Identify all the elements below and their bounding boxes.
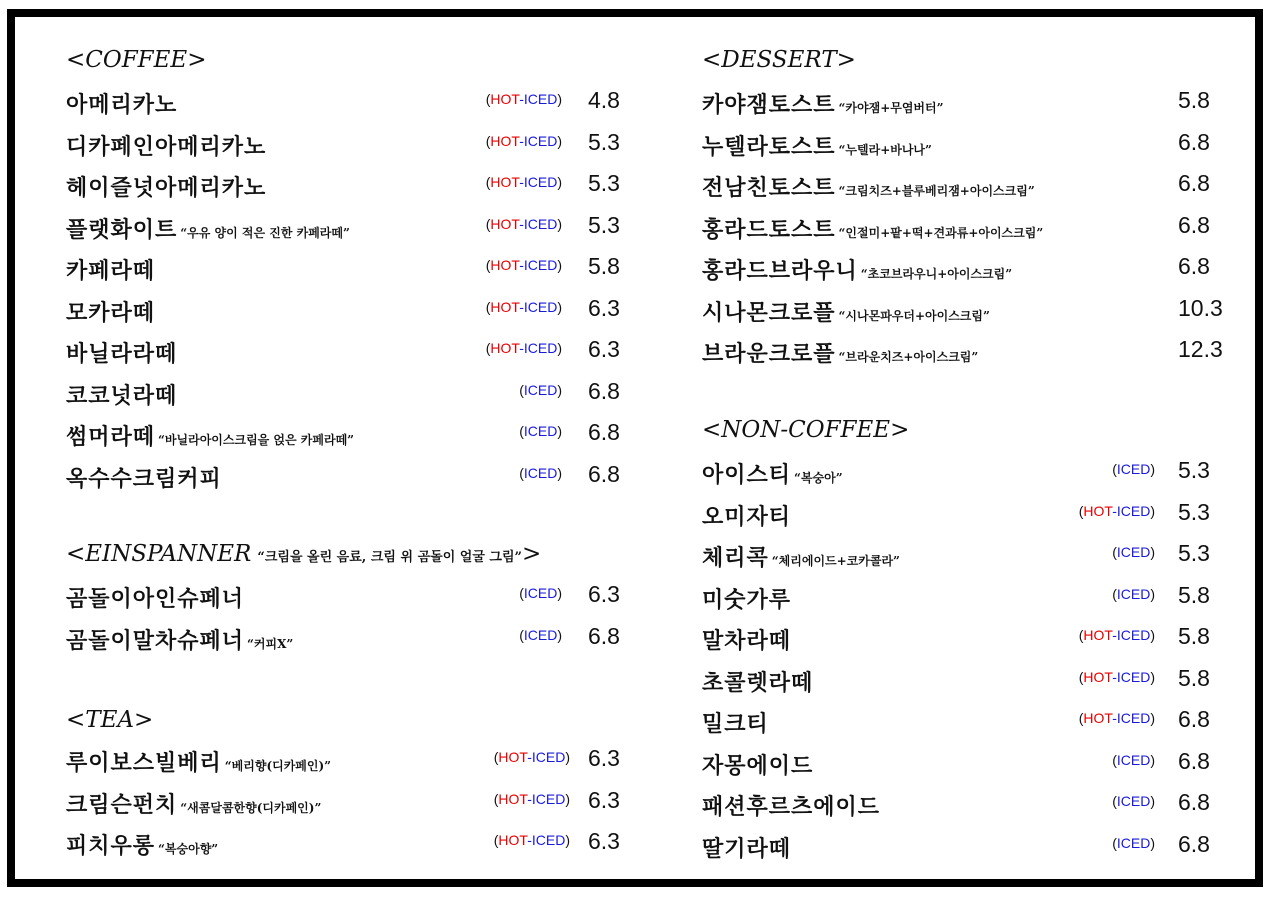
temp-paren-close: ) [557,215,562,232]
item-name: 초콜렛라떼 [702,669,814,696]
item-name: 시나몬크로플 [702,299,836,326]
menu-item [66,829,218,860]
temp-iced: ICED [523,91,558,107]
temp-iced: ICED [531,832,566,848]
item-name: 루이보스빌베리 [66,750,222,776]
temp-iced: ICED [531,749,566,765]
item-price: 6.8 [1178,128,1210,155]
item-price: 6.8 [588,377,620,404]
menu-item [66,171,266,202]
temp-iced: ICED [1116,461,1151,477]
item-name: 코코넛라떼 [66,382,178,409]
temperature-option [519,465,562,483]
temp-paren-close: ) [565,832,570,848]
temp-paren-close: ) [557,257,562,273]
temperature-label [494,791,570,807]
temp-paren-close: ) [1150,710,1155,726]
temperature-label [519,585,562,601]
temp-dash: - [527,832,532,848]
temperature-option [1079,710,1155,728]
item-note: “바닐라아이스크림을 얹은 카페라떼” [158,433,355,447]
temp-iced: ICED [523,215,558,232]
menu-item [66,296,155,327]
item-price: 6.8 [1178,253,1210,279]
temperature-option [494,749,570,767]
item-name: 말차라떼 [702,628,792,654]
temp-dash: - [527,749,532,765]
temp-paren-open: ( [1078,627,1084,643]
temp-paren-close: ) [557,464,562,481]
menu-item [66,130,266,161]
item-note: “카야잼+무염버터” [838,101,944,115]
temp-iced: ICED [523,464,558,481]
temp-paren-open: ( [1078,710,1084,726]
item-price: 6.8 [1178,747,1210,774]
temp-paren-close: ) [1150,793,1155,809]
item-name: 썸머라떼 [66,424,156,450]
item-price: 10.3 [1178,294,1223,321]
item-price: 5.8 [1178,664,1210,691]
temp-dash: - [527,790,532,807]
temperature-label [1112,586,1155,602]
item-name: 모카라떼 [66,299,156,326]
menu-item [702,583,791,614]
item-note: “새콤달콤한향(디카페인)” [180,800,322,815]
temperature-option [1112,586,1155,604]
item-note: “시나몬파우더+아이스크림” [838,308,990,323]
temp-hot: HOT [490,132,520,149]
item-price: 5.3 [588,211,620,238]
temp-hot: HOT [498,790,528,807]
menu-item [66,746,331,777]
menu-item [702,790,880,821]
temp-paren-open: ( [485,132,491,149]
menu-item [702,666,813,697]
temp-hot: HOT [498,749,528,765]
temp-paren-close: ) [557,626,562,643]
temp-dash: - [519,298,524,315]
item-price: 5.8 [588,253,620,279]
temp-paren-close: ) [1150,627,1155,643]
temp-paren-close: ) [557,585,562,601]
temp-dash: - [1112,668,1117,685]
temp-hot: HOT [490,257,520,273]
item-name: 오미자티 [702,503,792,530]
temp-iced: ICED [523,585,558,601]
temperature-option [494,832,570,850]
temp-hot: HOT [490,215,520,232]
item-name: 체리콕 [702,545,769,571]
temp-hot: HOT [498,832,528,848]
item-name: 플랫화이트 [66,216,178,243]
temp-iced: ICED [523,340,558,356]
item-note: “베리향(디카페인)” [224,759,332,773]
menu-item [702,749,813,780]
item-note: “크림치즈+블루베리잼+아이스크림” [838,184,1035,198]
item-name: 아메리카노 [66,92,178,118]
temp-paren-open: ( [485,340,491,356]
temp-iced: ICED [523,381,558,398]
temp-paren-close: ) [1150,668,1155,685]
item-name: 홍라드토스트 [702,216,836,243]
item-price: 6.8 [588,622,620,649]
temperature-option [519,382,562,400]
item-note: “초코브라우니+아이스크림” [860,267,1013,281]
temp-paren-open: ( [1112,544,1117,560]
item-price: 6.8 [588,419,620,445]
temperature-option [1112,544,1155,562]
einspanner-heading-close: > [522,541,542,567]
temperature-label [1112,752,1155,768]
temp-iced: ICED [523,626,558,643]
temp-iced: ICED [523,298,558,315]
temp-dash: - [1112,502,1117,519]
temp-paren-close: ) [557,132,562,149]
item-name: 옥수수크림커피 [66,465,222,492]
temp-paren-open: ( [519,464,524,481]
item-price: 12.3 [1178,336,1223,362]
temperature-label [494,832,570,848]
temperature-label [486,133,562,149]
einspanner-heading [66,541,541,567]
item-price: 6.3 [588,786,620,813]
item-price: 4.8 [588,87,620,113]
temperature-label [1112,544,1155,560]
temp-paren-close: ) [557,340,562,356]
temperature-label [519,423,562,439]
menu-item [702,337,978,368]
item-note: “브라운치즈+아이스크림” [838,350,979,364]
menu-item [702,707,769,738]
item-name: 딸기라떼 [702,835,792,862]
temp-iced: ICED [1116,585,1151,602]
temp-iced: ICED [1116,751,1151,768]
item-price: 6.8 [1178,789,1210,815]
temp-iced: ICED [523,132,558,149]
temperature-option [486,299,562,317]
menu-item [702,458,843,489]
temperature-option [486,216,562,234]
menu-item [702,832,791,863]
temp-paren-open: ( [493,749,499,765]
menu-item [702,500,791,531]
temperature-option [486,174,562,192]
temp-dash: - [519,132,524,149]
temp-paren-open: ( [1112,834,1117,851]
item-note: “우유 양이 적은 진한 카페라떼” [180,225,350,240]
temp-hot: HOT [1083,502,1113,519]
temperature-option [486,257,562,275]
temperature-option [1112,461,1155,479]
temp-iced: ICED [1116,668,1151,685]
menu-item [66,254,155,285]
item-name: 패션후르츠에이드 [702,794,881,820]
temp-iced: ICED [1116,710,1151,726]
item-price: 5.3 [1178,540,1210,566]
item-price: 5.3 [588,170,620,196]
temp-paren-close: ) [1150,502,1155,519]
menu-item [66,582,244,613]
item-name: 카페라떼 [66,258,156,284]
temp-hot: HOT [490,298,520,315]
menu-item [702,130,932,161]
temp-iced: ICED [531,790,566,807]
temperature-label [1079,710,1155,726]
item-price: 5.8 [1178,623,1210,649]
temperature-option [486,91,562,109]
menu-item [66,624,293,655]
temp-paren-close: ) [557,423,562,439]
menu-item [702,624,791,655]
coffee-heading: <COFFEE> [66,47,207,73]
temp-paren-open: ( [485,298,491,315]
temperature-label [486,216,562,232]
temperature-label [1112,835,1155,851]
menu-item [66,379,177,410]
tea-heading: <TEA> [66,707,154,733]
menu-item [702,296,990,327]
temp-hot: HOT [1083,710,1113,726]
item-price: 6.3 [588,336,620,362]
temp-hot: HOT [490,340,520,356]
item-price: 5.3 [1178,498,1210,525]
temp-paren-open: ( [519,626,524,643]
temperature-option [494,791,570,809]
temp-paren-close: ) [1150,585,1155,602]
temp-dash: - [519,174,524,190]
einspanner-heading-title: <EINSPANNER [66,541,252,567]
temperature-option [486,133,562,151]
temperature-label [519,627,562,643]
item-price: 5.3 [588,128,620,155]
item-name: 헤이즐넛아메리카노 [66,175,267,201]
menu-item [702,171,1035,202]
temperature-label [494,749,570,765]
menu-item [66,213,350,244]
menu-item [702,213,1043,244]
item-name: 전남친토스트 [702,175,836,201]
item-name: 곰돌이아인슈페너 [66,586,245,612]
item-name: 밀크티 [702,711,769,737]
temp-iced: ICED [1116,544,1151,560]
temperature-option [1112,752,1155,770]
menu-item [702,88,944,119]
item-name: 미숫가루 [702,586,792,613]
temp-paren-open: ( [1112,461,1117,477]
temperature-option [519,423,562,441]
item-name: 자몽에이드 [702,752,814,779]
item-note: “인절미+팥+떡+견과류+아이스크림” [838,225,1044,240]
temp-paren-close: ) [557,91,562,107]
temp-paren-open: ( [493,832,499,848]
temp-dash: - [1112,710,1117,726]
menu-item [66,788,321,819]
temp-dash: - [519,340,524,356]
temp-hot: HOT [490,174,520,190]
temperature-label [486,340,562,356]
temp-dash: - [1112,627,1117,643]
item-price: 6.3 [588,828,620,854]
temp-paren-open: ( [485,257,491,273]
temp-iced: ICED [1116,627,1151,643]
item-price: 6.8 [1178,830,1210,857]
item-note: “누텔라+바나나” [838,142,932,157]
temp-paren-open: ( [1112,585,1117,602]
temperature-label [486,174,562,190]
temperature-label [519,382,562,398]
temperature-option [1079,669,1155,687]
item-name: 피치우롱 [66,833,156,859]
temperature-option [519,585,562,603]
temp-paren-close: ) [1150,834,1155,851]
temp-paren-open: ( [1112,793,1117,809]
temperature-label [486,257,562,273]
temperature-label [1079,627,1155,643]
temperature-label [486,91,562,107]
temp-iced: ICED [1116,502,1151,519]
menu-item [702,541,900,572]
temp-iced: ICED [1116,834,1151,851]
temperature-label [1112,793,1155,809]
menu-item [66,337,177,368]
temperature-option [1112,793,1155,811]
item-name: 디카페인아메리카노 [66,133,267,160]
temp-paren-open: ( [519,423,524,439]
temp-iced: ICED [523,174,558,190]
temp-paren-open: ( [1078,668,1084,685]
item-name: 홍라드브라우니 [702,258,858,284]
temperature-label [1112,461,1155,477]
item-price: 5.8 [1178,581,1210,608]
temperature-option [519,627,562,645]
item-price: 6.3 [588,745,620,771]
temperature-label [1079,669,1155,685]
item-price: 6.8 [588,460,620,487]
item-name: 크림슨펀치 [66,791,178,818]
temp-paren-close: ) [1150,544,1155,560]
item-price: 6.3 [588,294,620,321]
temp-dash: - [519,91,524,107]
temp-hot: HOT [1083,668,1113,685]
item-note: “체리에이드+코카콜라” [771,554,900,568]
temp-iced: ICED [1116,793,1151,809]
menu-item [66,88,177,119]
item-price: 5.3 [1178,457,1210,483]
temp-paren-close: ) [557,298,562,315]
temperature-option [486,340,562,358]
temp-paren-close: ) [557,381,562,398]
temp-paren-close: ) [1150,751,1155,768]
item-name: 바닐라라떼 [66,341,178,367]
temperature-option [1079,627,1155,645]
temp-hot: HOT [490,91,520,107]
temp-paren-open: ( [485,91,491,107]
temp-paren-open: ( [485,174,491,190]
temp-paren-open: ( [519,381,524,398]
temp-paren-close: ) [565,749,570,765]
non-coffee-heading: <NON-COFFEE> [702,417,910,443]
item-name: 곰돌이말차슈페너 [66,627,245,654]
einspanner-heading-note: “크림을 올린 음료, 크림 위 곰돌이 얼굴 그림” [257,550,523,565]
item-name: 아이스티 [702,462,792,488]
item-name: 카야잼토스트 [702,92,836,118]
item-name: 브라운크로플 [702,341,836,367]
item-note: “복숭아” [794,471,843,485]
temp-dash: - [519,215,524,232]
dessert-heading: <DESSERT> [702,47,856,73]
item-price: 6.8 [1178,170,1210,196]
temp-paren-open: ( [485,215,491,232]
temp-hot: HOT [1083,627,1113,643]
temp-paren-open: ( [493,790,499,807]
temperature-option [1079,503,1155,521]
menu-item [66,420,354,451]
temp-paren-close: ) [1150,461,1155,477]
temp-iced: ICED [523,423,558,439]
temp-paren-open: ( [1078,502,1084,519]
temperature-label [1079,503,1155,519]
menu-item [702,254,1012,285]
item-note: “커피X” [247,636,294,651]
temperature-label [486,299,562,315]
temp-paren-open: ( [519,585,524,601]
temp-dash: - [519,257,524,273]
temperature-label [519,465,562,481]
temp-iced: ICED [523,257,558,273]
item-price: 6.8 [1178,211,1210,238]
temp-paren-close: ) [557,174,562,190]
menu-item [66,462,222,493]
temp-paren-close: ) [565,790,570,807]
item-price: 5.8 [1178,87,1210,113]
temp-paren-open: ( [1112,751,1117,768]
item-price: 6.8 [1178,706,1210,732]
item-name: 누텔라토스트 [702,133,836,160]
item-note: “복숭아향” [158,842,219,856]
temperature-option [1112,835,1155,853]
item-price: 6.3 [588,581,620,607]
